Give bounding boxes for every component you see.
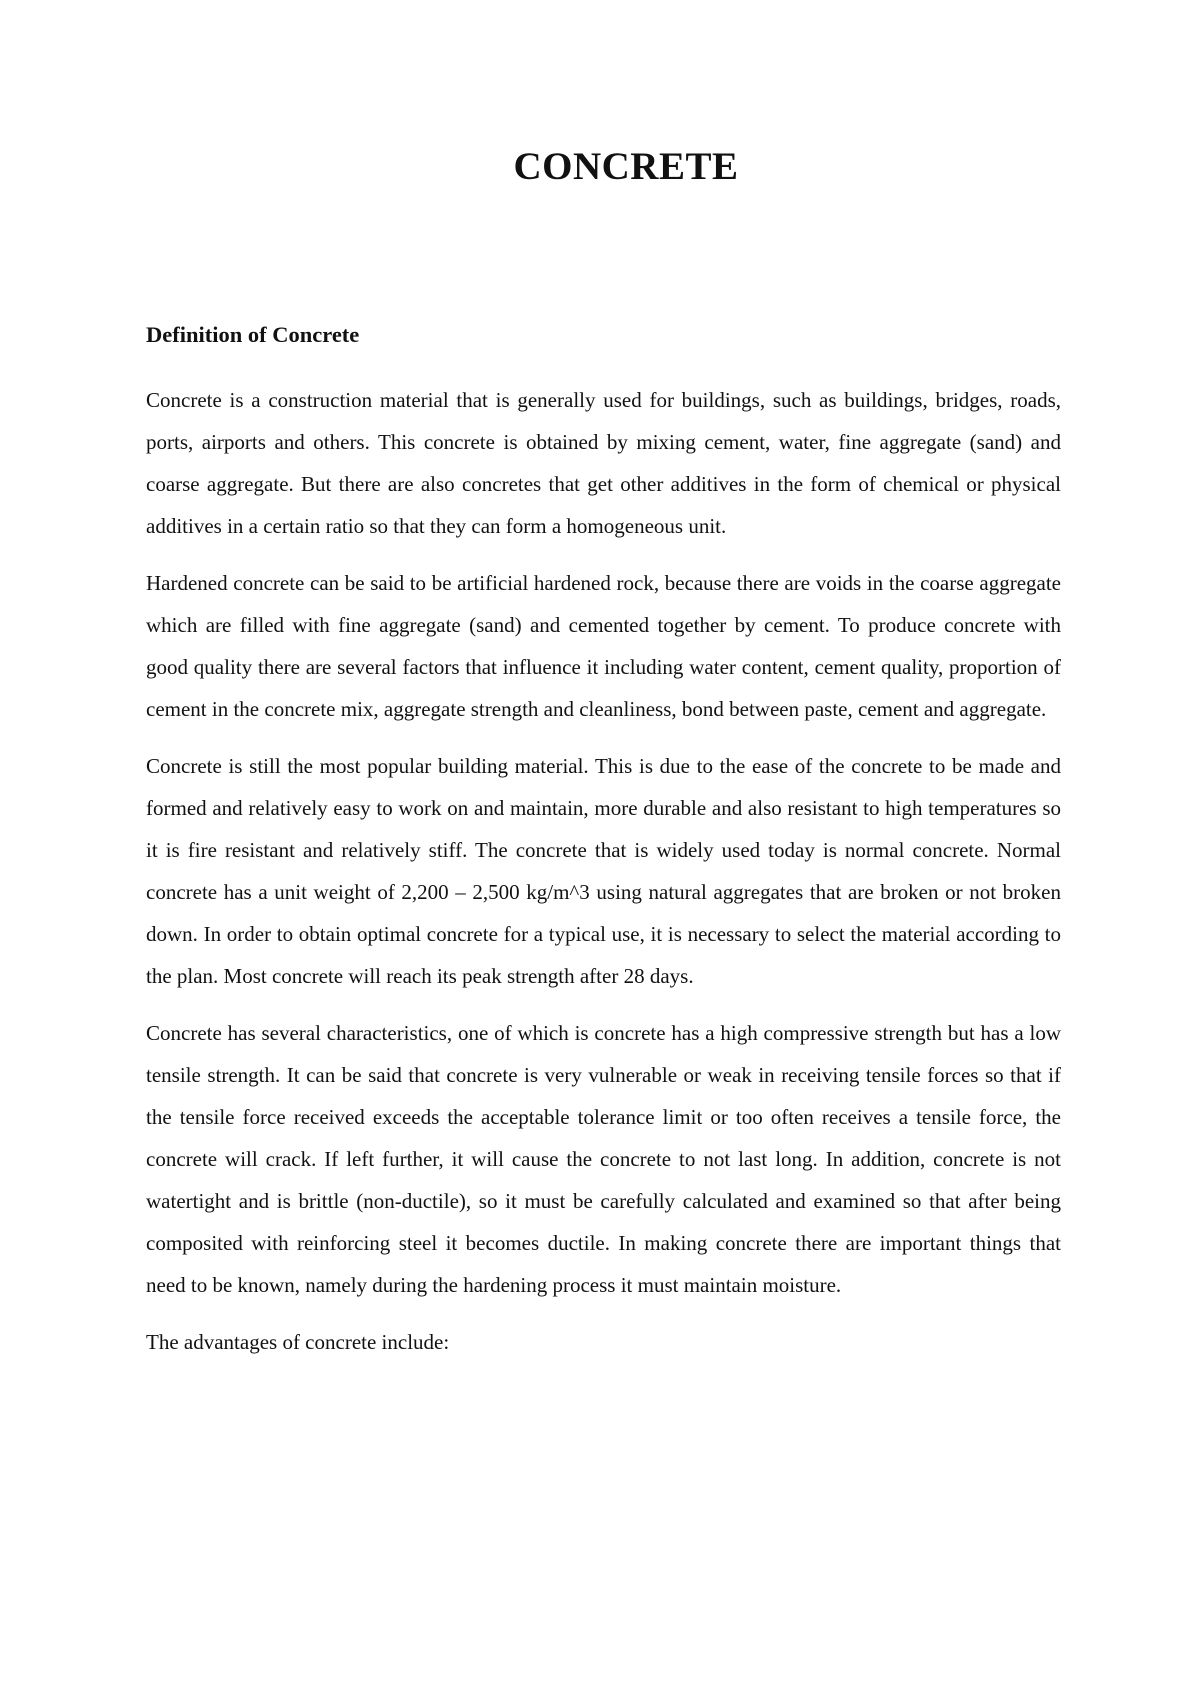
paragraph-popularity: Concrete is still the most popular building material. This is due to the ease of the concrete to be made and formed and relatively easy to work on and maintain, more durable and also resistant to high temperatures so it is fire resistant and relatively stiff. The concrete that is widely used today is normal concrete. Normal concrete has a unit weight of 2,200 – 2,500 kg/m^3 using natural aggregates that are broken or not broken down. In order to obtain optimal concrete for a typical use, it is necessary to select the material according to the plan. Most concrete will reach its peak strength after 28 days.	[146, 754, 1061, 988]
paragraph-characteristics: Concrete has several characteristics, one of which is concrete has a high compressive strength but has a low tensile strength. It can be said that concrete is very vulnerable or weak in receiving tensile forces so that if the tensile force received exceeds the acceptable tolerance limit or too often receives a tensile force, the concrete will crack. If left further, it will cause the concrete to not last long. In addition, concrete is not watertight and is brittle (non-ductile), so it must be carefully calculated and examined so that after being composited with reinforcing steel it becomes ductile. In making concrete there are important things that need to be known, namely during the hardening process it must maintain moisture.	[146, 1021, 1061, 1297]
body-text	[146, 379, 1061, 1378]
section-heading: Definition of Concrete	[146, 322, 360, 347]
paragraph-definition: Concrete is a construction material that is generally used for buildings, such as buildings, bridges, roads, ports, airports and others. This concrete is obtained by mixing cement, water, fine aggregate (sand) and coarse aggregate. But there are also concretes that get other additives in the form of chemical or physical additives in a certain ratio so that they can form a homogeneous unit.	[146, 388, 1061, 538]
document-title: CONCRETE	[513, 145, 739, 188]
paragraph-advantages-intro: The advantages of concrete include:	[146, 1330, 450, 1354]
paragraph-hardened-concrete: Hardened concrete can be said to be artificial hardened rock, because there are voids in the coarse aggregate which are filled with fine aggregate (sand) and cemented together by cement. To produce concrete with good quality there are several factors that influence it including water content, cement quality, proportion of cement in the concrete mix, aggregate strength and cleanliness, bond between paste, cement and aggregate.	[146, 571, 1061, 721]
